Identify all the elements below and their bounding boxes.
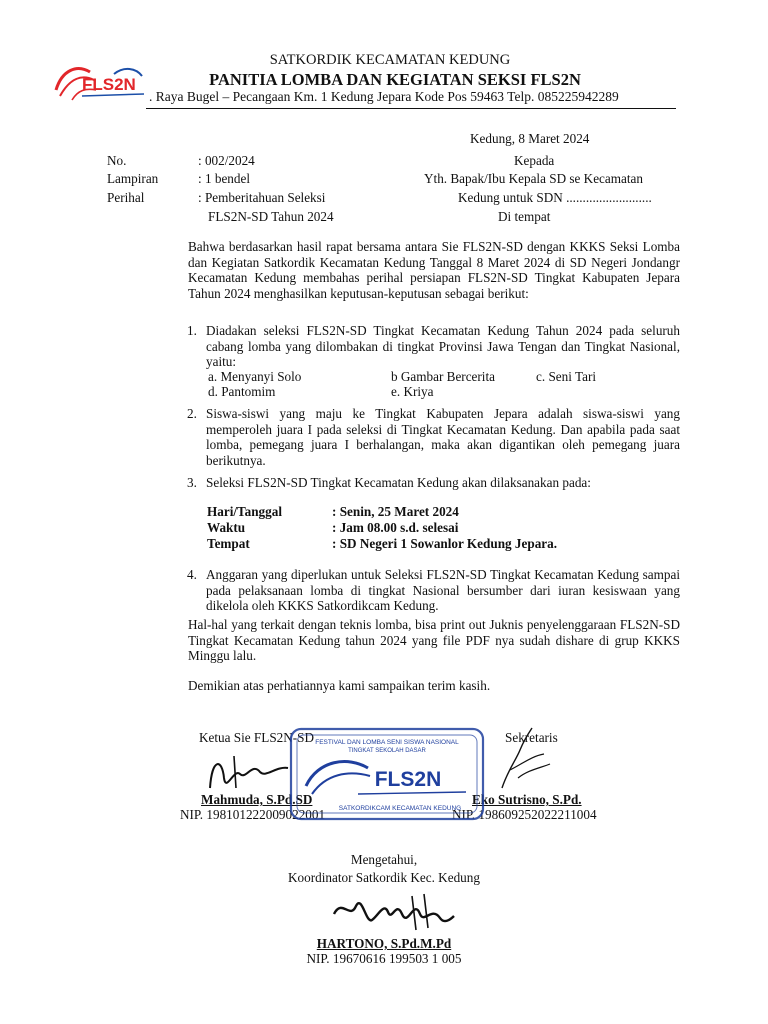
stamp-top-text-2: TINGKAT SEKOLAH DASAR	[348, 748, 426, 754]
item-2-text: Siswa-siswi yang maju ke Tingkat Kabupaten Jepara adalah siswa-siswi yang memperoleh juara I pada seleksi di Tingkat Kecamatan Kedung. Dan apabila pada saat lomba, pemegang juara I berhalangan, maka akan digantikan oleh pemegang juara berikutnya.	[206, 406, 680, 468]
date-line: Kedung, 8 Maret 2024	[470, 131, 590, 146]
recipient-yth: Yth. Bapak/Ibu Kepala SD se Kecamatan	[424, 171, 643, 186]
sign-right-nip: NIP. 198609252022211004	[452, 807, 597, 822]
perihal-value-2: FLS2N-SD Tahun 2024	[208, 209, 334, 224]
item-3-text: Seleksi FLS2N-SD Tingkat Kecamatan Kedung akan dilaksanakan pada:	[206, 475, 591, 490]
schedule-waktu-value: : Jam 08.00 s.d. selesai	[332, 520, 459, 535]
sign-left-title: Ketua Sie FLS2N-SD	[199, 730, 315, 745]
letterhead-rule	[146, 108, 676, 109]
letterhead-line1: SATKORDIK KECAMATAN KEDUNG	[269, 52, 511, 68]
sign-right-name: Eko Sutrisno, S.Pd.	[472, 792, 582, 807]
schedule-tempat-value: : SD Negeri 1 Sowanlor Kedung Jepara.	[332, 536, 558, 551]
schedule-hari-value: : Senin, 25 Maret 2024	[332, 504, 459, 519]
hartono-name: HARTONO, S.Pd.M.Pd	[316, 936, 452, 951]
schedule-tempat-label: Tempat	[207, 536, 250, 551]
letterhead-line2: PANITIA LOMBA DAN KEGIATAN SEKSI FLS2N	[209, 70, 581, 89]
sign-right-title: Sekretaris	[505, 730, 558, 745]
no-value: : 002/2024	[198, 153, 255, 168]
closing-line: Demikian atas perhatiannya kami sampaikan terim kasih.	[188, 678, 491, 693]
mengetahui-line1: Mengetahui,	[350, 852, 418, 867]
stamp-center-text: FLS2N	[374, 768, 442, 791]
item-3-number: 3.	[187, 475, 197, 490]
sign-left-nip: NIP. 198101222009022001	[180, 807, 326, 822]
item-2-number: 2.	[187, 406, 197, 421]
mengetahui-line2: Koordinator Satkordik Kec. Kedung	[288, 870, 480, 885]
stamp-top-text: FESTIVAL DAN LOMBA SENI SISWA NASIONAL	[315, 739, 459, 746]
signature-right-scribble	[488, 720, 568, 795]
lampiran-value: : 1 bendel	[198, 171, 251, 186]
recipient-line3: Di tempat	[498, 209, 551, 224]
perihal-value: : Pemberitahuan Seleksi	[198, 190, 326, 205]
item-1-a: a. Menyanyi Solo	[208, 369, 302, 384]
item-1-b: b Gambar Bercerita	[391, 369, 495, 384]
item-1-e: e. Kriya	[391, 384, 434, 399]
signature-hartono-scribble	[328, 890, 458, 936]
recipient-line2: Kedung untuk SDN ..........................	[458, 190, 652, 205]
schedule-waktu-label: Waktu	[207, 520, 246, 535]
intro-paragraph: Bahwa berdasarkan hasil rapat bersama antara Sie FLS2N-SD dengan KKKS Seksi Lomba dan Kegiatan Satkordik Kecamatan Kedung Tanggal 8 Maret 2024 di SD Negeri Jondangr Kecamatan Kedung membahas perihal persiapan FLS2N-SD Tingkat Kabupaten Jepara Tahun 2024 menghasilkan keputusan-keputusan sebagai berikut:	[188, 239, 680, 301]
hartono-nip: NIP. 19670616 199503 1 005	[306, 951, 462, 966]
item-4-text: Anggaran yang diperlukan untuk Seleksi FLS2N-SD Tingkat Kecamatan Kedung sampai pada pelaksanaan lomba di tingkat Nasional bersumber dari iuran kesiswaan yang dikelola oleh KKKS Satkordikcam Kedung.	[206, 567, 680, 613]
sign-left-name: Mahmuda, S.Pd.SD	[201, 792, 313, 807]
item-1-d: d. Pantomim	[208, 384, 276, 399]
item-1-c: c. Seni Tari	[536, 369, 596, 384]
letterhead-address: . Raya Bugel – Pecangaan Km. 1 Kedung Jepara Kode Pos 59463 Telp. 085225942289	[149, 89, 619, 104]
stamp-bottom-text: SATKORDIKCAM KECAMATAN KEDUNG	[338, 805, 462, 812]
official-stamp	[288, 726, 486, 822]
perihal-label: Perihal	[107, 190, 145, 205]
teknis-paragraph: Hal-hal yang terkait dengan teknis lomba, bisa print out Juknis penyelenggaraan FLS2N-SD Tingkat Kecamatan Kedung tahun 2024 yang file PDF nya sudah dishare di grup KKKS Minggu lalu.	[188, 617, 680, 663]
recipient-kepada: Kepada	[514, 153, 555, 168]
item-4-number: 4.	[187, 567, 197, 582]
schedule-hari-label: Hari/Tanggal	[207, 504, 282, 519]
no-label: No.	[107, 153, 127, 168]
logo-text: FLS2N	[82, 75, 136, 94]
item-1-text: Diadakan seleksi FLS2N-SD Tingkat Kecamatan Kedung Tahun 2024 pada seluruh cabang lomba yang dilombakan di tingkat Provinsi Jawa Tengan dan Tingkat Nasional, yaitu:	[206, 323, 680, 369]
lampiran-label: Lampiran	[107, 171, 159, 186]
item-1-number: 1.	[187, 323, 197, 338]
